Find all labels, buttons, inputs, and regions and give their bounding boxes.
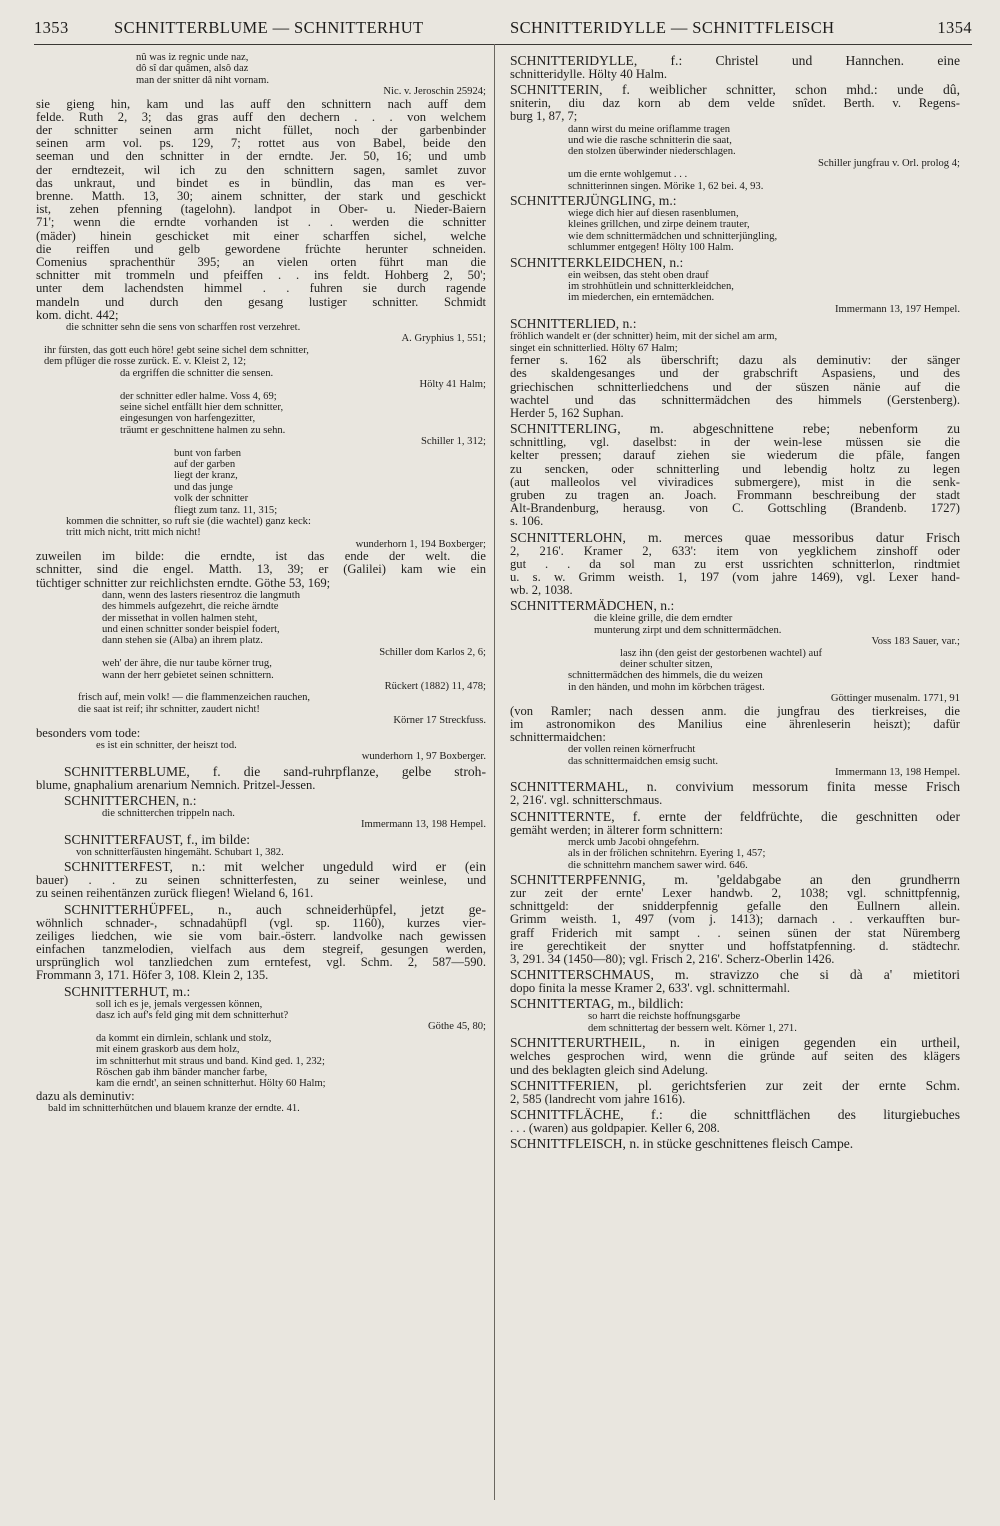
citation-source-line: Nic. v. Jeroschin 25924; — [383, 86, 486, 98]
quotation-line: der vollen reinen körnerfrucht — [568, 744, 696, 756]
text-line: 3, 291. 34 (1450—80); vgl. Frisch 2, 216'. Scherz-Oberlin 1426. — [510, 952, 835, 967]
text-line: blume, gnaphalium arenarium Nemnich. Pritzel-Jessen. — [36, 777, 316, 792]
citation-source-line: Schiller dom Karlos 2, 6; — [379, 646, 486, 658]
text-line: kom. dicht. 442; — [36, 307, 119, 322]
quotation-line: so harrt die reichste hoffnungsgarbe — [588, 1011, 741, 1023]
entry-headword-line: SCHNITTFLEISCH, n. in stücke geschnittenes fleisch Campe. — [510, 1136, 854, 1152]
quotation-line: die schnittehrn manchem sawer wird. 646. — [568, 859, 748, 871]
text-line: wachtel und das schnittermädchen des himmels (Gerstenberg). — [510, 392, 960, 407]
text-line: zur zeit der ernte' Lexer handwb. 2, 1038; vgl. schnittpfennig, — [510, 886, 960, 901]
text-line: seinen arm vol. ps. 129, 7; rottet aus von Babel, beide den — [36, 136, 486, 151]
quotation-line: den stolzen überwinder niederschlagen. — [568, 146, 736, 158]
text-line: wöhnlich schnader-, schnadahüpfl (vgl. sp. 1160), kurzes vier- — [36, 915, 486, 930]
entry-headword-line: SCHNITTERLOHN, m. merces quae messoribus datur Frisch — [510, 529, 960, 545]
text-line: zu seinen reihentänzen zurück fliegen! Wieland 6, 161. — [36, 886, 314, 901]
text-line: zu sencken, oder schnitterling und lebendig holtz zu legen — [510, 461, 960, 476]
text-line: . . . (waren) aus goldpapier. Keller 6, 208. — [510, 1120, 720, 1135]
column-divider — [494, 44, 495, 1500]
quotation-line: die schnitterchen trippeln nach. — [102, 807, 235, 819]
quotation-line: wiege dich hier auf diesen rasenblumen, — [568, 208, 739, 220]
quotation-line: bunt von farben — [174, 447, 242, 459]
citation-source-line: Göttinger musenalm. 1771, 91 — [830, 693, 960, 705]
text-line: kelter pressen; darauf ziehen sie wiederum die pfäle, fangen — [510, 448, 960, 463]
text-line: (von Ramler; nach dessen anm. die jungfrau des tierkreises, die — [510, 703, 960, 718]
text-line: das unkraut, und bindet es in bündlin, das man es ver- — [36, 175, 486, 190]
quotation-line: als in der frölichen schnitehrn. Eyering 1, 457; — [568, 848, 766, 860]
quotation-line: singet ein schnitterlied. Hölty 67 Halm; — [510, 342, 678, 354]
quotation-line: fliegt zum tanz. 11, 315; — [174, 504, 278, 516]
quotation-line: dem schnittertag der bessern welt. Körner 1, 271. — [588, 1022, 797, 1034]
citation-source-line: wunderhorn 1, 194 Boxberger; — [355, 538, 486, 550]
text-line: gruben zu tragen an. Joach. Frommann beschreibung der stadt — [510, 487, 960, 502]
text-line: schnittling, vgl. daselbst: in der wein-lese müssen sie die — [510, 435, 960, 450]
text-line: (aut malleolos vel viviradices submergere), mist in die senk- — [510, 474, 960, 489]
quotation-line: deiner schulter sitzen, — [620, 658, 713, 670]
quotation-line: und wie die rasche schnitterin die saat, — [568, 135, 732, 147]
quotation-line: bald im schnitterhütchen und blauem kranze der erndte. 41. — [48, 1103, 300, 1114]
page-number-right: 1354 — [937, 18, 972, 37]
text-line: wb. 2, 1038. — [510, 583, 573, 598]
text-line: seeman und den schnitter in der erndte. Jer. 50, 16; und umb — [36, 149, 486, 164]
header-rule — [34, 44, 972, 45]
citation-source-line: Schiller 1, 312; — [420, 436, 486, 448]
quotation-line: tritt mich nicht, tritt mich nicht! — [66, 527, 201, 539]
text-line: einfachen tanzmelodien, vielfach aus dem stegreif, gesungen werden, — [36, 941, 486, 956]
text-line: des skaldengesanges und der grabschrift Aspasiens, und des — [510, 366, 960, 381]
quotation-line: da kommt ein dirnlein, schlank und stolz, — [96, 1032, 272, 1044]
entry-headword-line: SCHNITTFLÄCHE, f.: die schnittflächen des liturgiebuches — [510, 1106, 960, 1122]
quotation-line: Röschen gab ihm bänder mancher farbe, — [96, 1066, 268, 1078]
quotation-line: dann stehen sie (Alba) an ihrem platz. — [102, 635, 263, 647]
text-line: tüchtiger schnitter zur reichlichsten erndte. Göthe 53, 169; — [36, 575, 331, 590]
quotation-line: mit einem graskorb aus dem holz, — [96, 1044, 240, 1056]
citation-source-line: A. Gryphius 1, 551; — [401, 333, 486, 345]
quotation-line: schnitterinnen singen. Mörike 1, 62 bei. 4, 93. — [568, 180, 764, 192]
quotation-line: auf der garben — [174, 458, 236, 470]
quotation-line: träumt er geschnittene halmen zu sehn. — [120, 424, 286, 436]
text-line: zuweilen im bilde: die erndte, ist das ende der welt. die — [36, 549, 486, 564]
quotation-line: es ist ein schnitter, der heiszt tod. — [96, 739, 237, 751]
quotation-line: das schnittermaidchen emsig sucht. — [568, 755, 719, 767]
text-line: felde. Ruth 2, 3; das gras auff den dechern . . . von welchem — [36, 109, 486, 124]
text-line: ursprünglich wol tanzliedchen zum erntefest, vgl. Schm. 2, 587—590. — [36, 955, 486, 970]
quotation-line: der schnitter edler halme. Voss 4, 69; — [120, 390, 277, 402]
citation-source-line: Körner 17 Streckfuss. — [393, 715, 486, 727]
text-line: griechischen schnitterliedchens und der süszen nänie auf die — [510, 379, 960, 394]
text-line: Herder 5, 162 Suphan. — [510, 405, 624, 420]
text-line: graff Friderich mit sampt . . seinen sünen der stat Nüremberg — [510, 925, 960, 940]
quotation-line: im strohhütlein und schnitterkleidchen, — [568, 281, 734, 293]
entry-headword-line: SCHNITTERHÜPFEL, n., auch schneiderhüpfel, jetzt ge- — [64, 901, 486, 917]
quotation-line: frisch auf, mein volk! — die flammenzeichen rauchen, — [78, 692, 311, 704]
quotation-line: liegt der kranz, — [174, 470, 238, 482]
entry-headword-line: SCHNITTERCHEN, n.: — [64, 792, 197, 808]
entry-headword-line: SCHNITTERNTE, f. ernte der feldfrüchte, die geschnitten oder — [510, 808, 960, 824]
citation-source-line: Voss 183 Sauer, var.; — [871, 636, 960, 648]
text-line: ferner s. 162 als überschrift; dazu als deminutiv: der sänger — [510, 353, 960, 368]
quotation-line: schnittermädchen des himmels, die du weizen — [568, 670, 763, 682]
text-line: schnittgeld: der snidderpfennig gefalle den Eullnern allein. — [510, 899, 960, 914]
text-line: der schnitter seinen arm nicht füllet, noch der garbenbinder — [36, 123, 486, 138]
text-line: zeiliges liedchen, wie sie vom bair.-österr. landvolke nach gewissen — [36, 928, 486, 943]
text-line: s. 106. — [510, 514, 544, 529]
text-line: besonders vom tode: — [36, 725, 141, 740]
text-line: brenne. Matth. 13, 30; ainem schnitter, der stark und geschickt — [36, 189, 486, 204]
text-line: im astronomikon des Manilius eine ährenleserin heiszt); dafür — [510, 716, 960, 731]
quotation-line: die schnitter sehn die sens von scharffen rost verzehret. — [66, 322, 301, 334]
text-line: schnittermaidchen: — [510, 730, 606, 745]
quotation-line: in den händen, und mohn im körbchen trägest. — [568, 681, 765, 693]
citation-source-line: Schiller jungfrau v. Orl. prolog 4; — [817, 157, 960, 169]
text-line: die reiffen und gelb gewordene früchte herunter schneiden. — [36, 241, 486, 256]
text-line: sniterin, diu daz korn ab dem velde snîdet. Berth. v. Regens- — [510, 96, 960, 111]
citation-source-line: Hölty 41 Halm; — [419, 379, 486, 391]
entry-headword-line: SCHNITTERPFENNIG, m. 'geldabgabe an den grundherrn — [510, 872, 960, 888]
text-line: schnitter, sind die engel. Matth. 13, 39; er (Galilei) kam wie ein — [36, 562, 486, 577]
left-column — [36, 52, 486, 1114]
quotation-line: lasz ihn (den geist der gestorbenen wachtel) auf — [620, 647, 823, 659]
text-line: 2, 216'. Kramer 2, 633': item von yegklichem zinshoff oder — [510, 543, 960, 558]
quotation-line: der missethat in vollen halmen steht, — [102, 612, 258, 624]
citation-source-line: Immermann 13, 198 Hempel. — [360, 819, 486, 831]
quotation-line: seine sichel entfällt hier dem schnitter, — [120, 401, 284, 413]
entry-headword-line: SCHNITTFERIEN, pl. gerichtsferien zur zeit der ernte Schm. — [510, 1077, 960, 1093]
entry-headword-line: SCHNITTERLING, m. abgeschnittene rebe; nebenform zu — [510, 421, 960, 437]
quotation-line: eingesungen von harfengezitter, — [120, 413, 256, 425]
text-line: Frommann 3, 171. Höfer 3, 108. Klein 2, 135. — [36, 968, 269, 983]
text-line: ist, zehen pfenning (tagelohn). landpot in Ober- u. Nieder-Baiern — [36, 202, 486, 217]
quotation-line: dem pflüger die rosse zurück. E. v. Kleist 2, 12; — [44, 356, 247, 368]
entry-headword-line: SCHNITTERHUT, m.: — [64, 983, 191, 999]
citation-source-line: Rückert (1882) 11, 478; — [384, 681, 486, 693]
entry-headword-line: SCHNITTERURTHEIL, n. in einigen gegenden ein urtheil, — [510, 1035, 960, 1051]
entry-headword-line: SCHNITTERKLEIDCHEN, n.: — [510, 254, 684, 270]
quotation-line: fröhlich wandelt er (der schnitter) heim, mit der sichel am arm, — [510, 331, 778, 343]
entry-headword-line: SCHNITTERFAUST, f., im bilde: — [64, 831, 251, 847]
text-line: burg 1, 87, 7; — [510, 109, 578, 124]
entry-headword-line: SCHNITTERFEST, n.: mit welcher ungeduld wird er (ein — [64, 859, 486, 875]
entry-headword-line: SCHNITTERMAHL, n. convivium messorum finita messe Frisch — [510, 779, 960, 795]
quotation-line: und einen schnitter sonder beispiel fodert, — [102, 624, 280, 636]
quotation-line: wann der herr gebietet seinen schnittern. — [102, 669, 274, 681]
quotation-line: die saat ist reif; ihr schnitter, zaudert nicht! — [78, 703, 260, 715]
text-line: der erndtezeit, wil ich zu den schnittern sagen, samlet zuvor — [36, 162, 486, 177]
quotation-line: volk der schnitter — [174, 493, 249, 505]
text-line: unter dem lachendsten himmel . . fuhren sie durch ragende — [36, 281, 486, 296]
text-line: 2, 585 (landrecht vom jahre 1616). — [510, 1091, 686, 1106]
entry-headword-line: SCHNITTERLIED, n.: — [510, 316, 637, 332]
quotation-line: man der snitter dâ niht vornam. — [136, 74, 269, 86]
text-line: Alt-Brandenburg, herausg. von C. Gottschling (Brandenb. 1727) — [510, 501, 960, 516]
quotation-line: kam die erndt', an seinen schnitterhut. Hölty 60 Halm; — [96, 1078, 326, 1090]
entry-headword-line: SCHNITTERJÜNGLING, m.: — [510, 193, 677, 209]
quotation-line: merck umb Jacobi ohngefehrn. — [568, 836, 700, 848]
text-line: 71'; wenn die erndte vorhanden ist . . werden die schnitter — [36, 215, 486, 230]
text-line: u. s. w. Grimm weisth. 1, 197 (vom jahre 1469), vgl. Lexer hand- — [510, 569, 960, 584]
quotation-line: im miederchen, ein erntemädchen. — [568, 292, 715, 304]
text-line: schnitter mit trommeln und pfeiffen . . ins feldt. Hohberg 2, 50'; — [36, 268, 486, 283]
entry-headword-line: SCHNITTERBLUME, f. die sand-ruhrpflanze, gelbe stroh- — [64, 763, 486, 779]
right-column — [510, 52, 960, 1151]
entry-headword-line: SCHNITTERIDYLLE, f.: Christel und Hannchen. eine — [510, 53, 960, 68]
citation-source-line: Immermann 13, 198 Hempel. — [834, 767, 960, 779]
quotation-line: weh' der ähre, die nur taube körner trug, — [102, 658, 272, 670]
citation-source-line: Göthe 45, 80; — [428, 1021, 486, 1033]
quotation-line: munterung zirpt und dem schnittermädchen. — [594, 624, 782, 636]
text-line: und des beklagten gleich sind Adelung. — [510, 1062, 708, 1077]
text-line: ire gerechtikeit der snytter und hoffstatpfenning. d. städtechr. — [510, 938, 960, 953]
text-line: gemäht werden; in älterer form schnittern: — [510, 822, 723, 837]
quotation-line: ihr fürsten, das gott euch höre! gebt seine sichel dem schnitter, — [44, 344, 309, 356]
text-line: 2, 216'. vgl. schnitterschmaus. — [510, 793, 663, 808]
text-line: (mäder) hinein geschicket mit einer scharffen sichel, welche — [36, 228, 486, 243]
entry-headword-line: SCHNITTERMÄDCHEN, n.: — [510, 598, 675, 614]
quotation-line: soll ich es je, jemals vergessen können, — [96, 998, 263, 1010]
quotation-line: dann wirst du meine oriflamme tragen — [568, 123, 731, 135]
quotation-line: im schnitterhut mit straus und band. Kind ged. 1, 232; — [96, 1055, 325, 1067]
text-line: dopo finita la messe Kramer 2, 633'. vgl. schnittermahl. — [510, 981, 790, 996]
quotation-line: kommen die schnitter, so ruft sie (die wachtel) ganz keck: — [66, 515, 311, 527]
quotation-line: des himmels aufgezehrt, die reiche ärndte — [102, 601, 279, 613]
citation-source-line: Immermann 13, 197 Hempel. — [834, 303, 960, 315]
page-number-left: 1353 — [34, 18, 69, 37]
text-line: schnitteridylle. Hölty 40 Halm. — [510, 67, 668, 81]
running-title-right: SCHNITTERIDYLLE — SCHNITTFLEISCH — [510, 18, 835, 37]
quotation-line: schlummer entgegen! Hölty 100 Halm. — [568, 242, 734, 254]
entry-headword-line: SCHNITTERTAG, m., bildlich: — [510, 996, 684, 1012]
text-line: mandeln und durch den gesang lustiger schnitter. Schmidt — [36, 294, 486, 309]
quotation-line: die kleine grille, die dem erndter — [594, 613, 733, 625]
text-line: welches gesprochen wird, wenn die gründe auf seiten des klägers — [510, 1049, 960, 1064]
entry-headword-line: SCHNITTERIN, f. weiblicher schnitter, schon mhd.: unde dû, — [510, 82, 960, 98]
text-line: gut . . da sol man zu erst ussrichten schnitterlon, rindtmiet — [510, 556, 960, 571]
quotation-line: da ergriffen die schnitter die sensen. — [120, 367, 274, 379]
text-line: Grimm weisth. 1, 497 (vom j. 1413); darnach . . verkaufften bur- — [510, 912, 960, 927]
quotation-line: nû was iz regnic unde naz, — [136, 52, 249, 63]
quotation-line: ein weibsen, das steht oben drauf — [568, 269, 709, 281]
quotation-line: und das junge — [174, 481, 233, 493]
text-line: sie gieng hin, kam und las auff den schnittern nach auff dem — [36, 96, 486, 111]
running-title-left: SCHNITTERBLUME — SCHNITTERHUT — [114, 18, 424, 37]
quotation-line: kleines grillchen, und zirpe deinem trauter, — [568, 219, 750, 231]
quotation-line: wie dem schnittermädchen und schnitterjüngling, — [568, 230, 778, 242]
text-line: Comenius sprachenthür 395; an vielen orten führt man die — [36, 255, 486, 270]
quotation-line: dann, wenn des lasters riesentroz die langmuth — [102, 589, 300, 601]
text-line: bauer) . . zu seinen schnitterfesten, zu seiner weinlese, und — [36, 873, 486, 888]
entry-headword-line: SCHNITTERSCHMAUS, m. stravizzo che si dà a' mietitori — [510, 967, 960, 983]
quotation-line: von schnitterfäusten hingemäht. Schubart 1, 382. — [76, 846, 284, 858]
quotation-line: dô sî dar quâmen, alsô daz — [136, 63, 249, 75]
quotation-line: dasz ich auf's feld ging mit dem schnitterhut? — [96, 1009, 289, 1021]
text-line: dazu als deminutiv: — [36, 1088, 135, 1103]
citation-source-line: wunderhorn 1, 97 Boxberger. — [361, 751, 486, 763]
quotation-line: um die ernte wohlgemut . . . — [568, 169, 688, 181]
